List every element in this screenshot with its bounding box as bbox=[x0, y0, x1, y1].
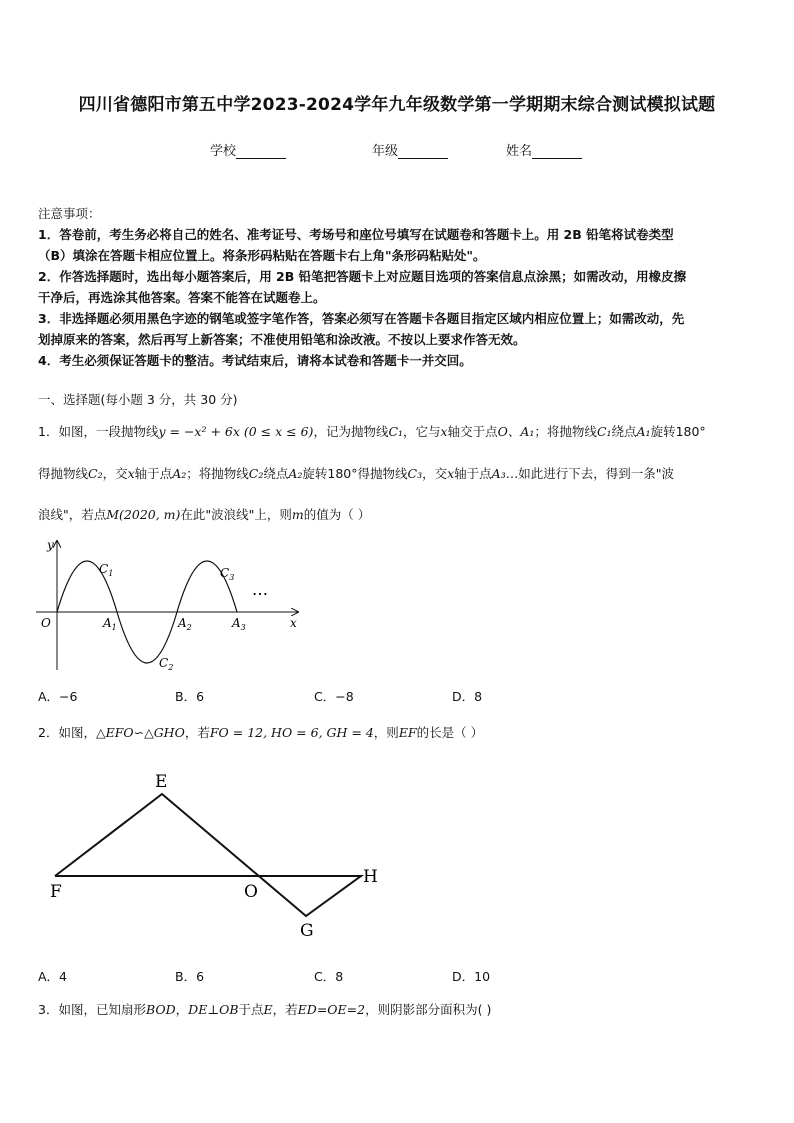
q1-option-c[interactable]: C．−8 bbox=[314, 689, 354, 704]
notice-line: 3．非选择题必须用黑色字迹的钢笔或签字笔作答，答案必须写在答题卡各题目指定区域内相应位置上；如需改动，先 bbox=[38, 311, 685, 326]
school-blank bbox=[236, 146, 286, 159]
q2-text: 的长是（ ） bbox=[416, 725, 484, 740]
q3-text: ，则阴影部分面积为( ) bbox=[365, 1002, 492, 1017]
grade-blank bbox=[398, 146, 448, 159]
q1-c3: C₃ bbox=[407, 466, 423, 481]
c3-label: $C_3$ bbox=[220, 566, 235, 582]
q1-text: ，交 bbox=[422, 466, 448, 481]
q1-a2: A₂ bbox=[172, 466, 187, 481]
q2-option-c[interactable]: C．8 bbox=[314, 969, 344, 984]
notice-line: 划掉原来的答案，然后再写上新答案；不准使用铅笔和涂改液。不按以上要求作答无效。 bbox=[38, 332, 526, 347]
q1-options bbox=[38, 687, 758, 705]
a1-label: $A_1$ bbox=[103, 616, 117, 632]
q1-option-d[interactable]: D．8 bbox=[452, 689, 483, 704]
triangles-figure bbox=[40, 765, 400, 945]
q1-text: 轴于点 bbox=[454, 466, 492, 481]
q1-option-a[interactable]: A．−6 bbox=[38, 689, 78, 704]
label-o: O bbox=[244, 882, 258, 902]
notice-heading: 注意事项： bbox=[38, 206, 101, 221]
q1-points: O、A₁ bbox=[497, 424, 535, 439]
q1-text: ，记为抛物线 bbox=[313, 424, 389, 439]
q1-c2: C₂ bbox=[88, 466, 103, 481]
q3-text: 于点 bbox=[238, 1002, 264, 1017]
y-axis-label: y bbox=[47, 538, 54, 552]
q1-x: x bbox=[440, 424, 448, 439]
question-1-line-3 bbox=[38, 505, 758, 523]
q1-text: 1．如图，一段抛物线 bbox=[38, 424, 159, 439]
name-label: 姓名 bbox=[506, 144, 533, 159]
q1-text: 绕点 bbox=[611, 424, 637, 439]
q1-text: 旋转180°得抛物线 bbox=[302, 466, 408, 481]
wave-figure bbox=[30, 535, 310, 680]
c1-label: $C_1$ bbox=[99, 562, 114, 578]
grade-label: 年级 bbox=[372, 144, 399, 159]
q2-text: ，则 bbox=[373, 725, 399, 740]
notice-line: 4．考生必须保证答题卡的整洁。考试结束后，请将本试卷和答题卡一并交回。 bbox=[38, 353, 472, 368]
q1-text: 绕点 bbox=[263, 466, 289, 481]
triangles-outline bbox=[55, 794, 361, 916]
q1-c1: C₁ bbox=[596, 424, 612, 439]
name-blank bbox=[532, 146, 582, 159]
origin-label: O bbox=[41, 616, 51, 630]
q1-text: ，交 bbox=[102, 466, 128, 481]
a3-label: $A_3$ bbox=[232, 616, 246, 632]
q1-option-b[interactable]: B．6 bbox=[175, 689, 205, 704]
notice-line: 2．作答选择题时，选出每小题答案后，用 2B 铅笔把答题卡上对应题目选项的答案信息点涂黑；如需改动，用橡皮擦 bbox=[38, 269, 687, 284]
q1-text: 浪线"，若点 bbox=[38, 507, 107, 522]
q1-point-m: M(2020, m) bbox=[106, 507, 181, 522]
q1-text: 轴交于点 bbox=[447, 424, 498, 439]
question-1-line-2 bbox=[38, 464, 758, 482]
q1-formula: y = −x² + 6x (0 ≤ x ≤ 6) bbox=[158, 424, 314, 439]
q3-text: ， bbox=[175, 1002, 189, 1017]
q1-x: x bbox=[127, 466, 135, 481]
q2-text: ，若 bbox=[184, 725, 210, 740]
question-1-line-1 bbox=[38, 422, 758, 440]
label-f: F bbox=[50, 882, 62, 902]
q2-options bbox=[38, 967, 758, 985]
q2-text: 2．如图， bbox=[38, 725, 96, 740]
q1-c2: C₂ bbox=[248, 466, 264, 481]
q2-option-a[interactable]: A．4 bbox=[38, 969, 68, 984]
label-h: H bbox=[363, 867, 378, 887]
q1-a2: A₂ bbox=[288, 466, 303, 481]
q3-ed-oe: ED=OE=2 bbox=[297, 1002, 366, 1017]
q1-text: 旋转180° bbox=[650, 424, 706, 439]
q1-text: ；将抛物线 bbox=[186, 466, 249, 481]
school-field bbox=[210, 140, 286, 159]
q1-a1: A₁ bbox=[636, 424, 651, 439]
question-3 bbox=[38, 1000, 758, 1018]
q1-c1: C₁ bbox=[388, 424, 404, 439]
grade-field bbox=[372, 140, 448, 159]
name-field bbox=[506, 140, 582, 159]
c2-label: $C_2$ bbox=[159, 656, 174, 672]
q2-similar: △EFO∽△GHO bbox=[95, 725, 185, 740]
q2-given: FO = 12, HO = 6, GH = 4 bbox=[209, 725, 374, 740]
q3-text: 3．如图，已知扇形 bbox=[38, 1002, 146, 1017]
section-title: 一、选择题(每小题 3 分，共 30 分) bbox=[38, 392, 238, 407]
q2-option-d[interactable]: D．10 bbox=[452, 969, 491, 984]
notice-line: 1．答卷前，考生务必将自己的姓名、准考证号、考场号和座位号填写在试题卷和答题卡上。用 2B 铅笔将试卷类型 bbox=[38, 227, 674, 242]
notice-line: （B）填涂在答题卡相应位置上。将条形码粘贴在答题卡右上角"条形码粘贴处"。 bbox=[38, 248, 486, 263]
q1-text: ，它与 bbox=[403, 424, 441, 439]
q1-text: 的值为（ ） bbox=[303, 507, 371, 522]
q1-text: ；将抛物线 bbox=[534, 424, 597, 439]
a2-label: $A_2$ bbox=[178, 616, 192, 632]
school-label: 学校 bbox=[210, 144, 237, 159]
q1-text: 在此"波浪线"上，则 bbox=[180, 507, 292, 522]
q1-text: …如此进行下去，得到一条"波 bbox=[505, 466, 674, 481]
q1-x: x bbox=[447, 466, 455, 481]
label-e: E bbox=[155, 772, 168, 792]
q1-text: 得抛物线 bbox=[38, 466, 89, 481]
q3-e: E bbox=[263, 1002, 273, 1017]
q2-ef: EF bbox=[398, 725, 417, 740]
notice-block bbox=[38, 203, 758, 371]
q3-text: ，若 bbox=[272, 1002, 298, 1017]
notice-line: 干净后，再选涂其他答案。答案不能答在试题卷上。 bbox=[38, 290, 326, 305]
q3-bod: BOD bbox=[145, 1002, 176, 1017]
label-g: G bbox=[300, 921, 314, 941]
x-axis-label: x bbox=[290, 616, 297, 630]
page-title: 四川省德阳市第五中学2023-2024学年九年级数学第一学期期末综合测试模拟试题 bbox=[78, 95, 716, 115]
q1-a3: A₃ bbox=[491, 466, 506, 481]
continuation-dots: … bbox=[252, 580, 268, 599]
q2-option-b[interactable]: B．6 bbox=[175, 969, 205, 984]
question-2 bbox=[38, 723, 758, 741]
q1-text: 轴于点 bbox=[134, 466, 173, 481]
q1-m: m bbox=[291, 507, 304, 522]
q3-de-ob: DE⊥OB bbox=[188, 1002, 239, 1017]
